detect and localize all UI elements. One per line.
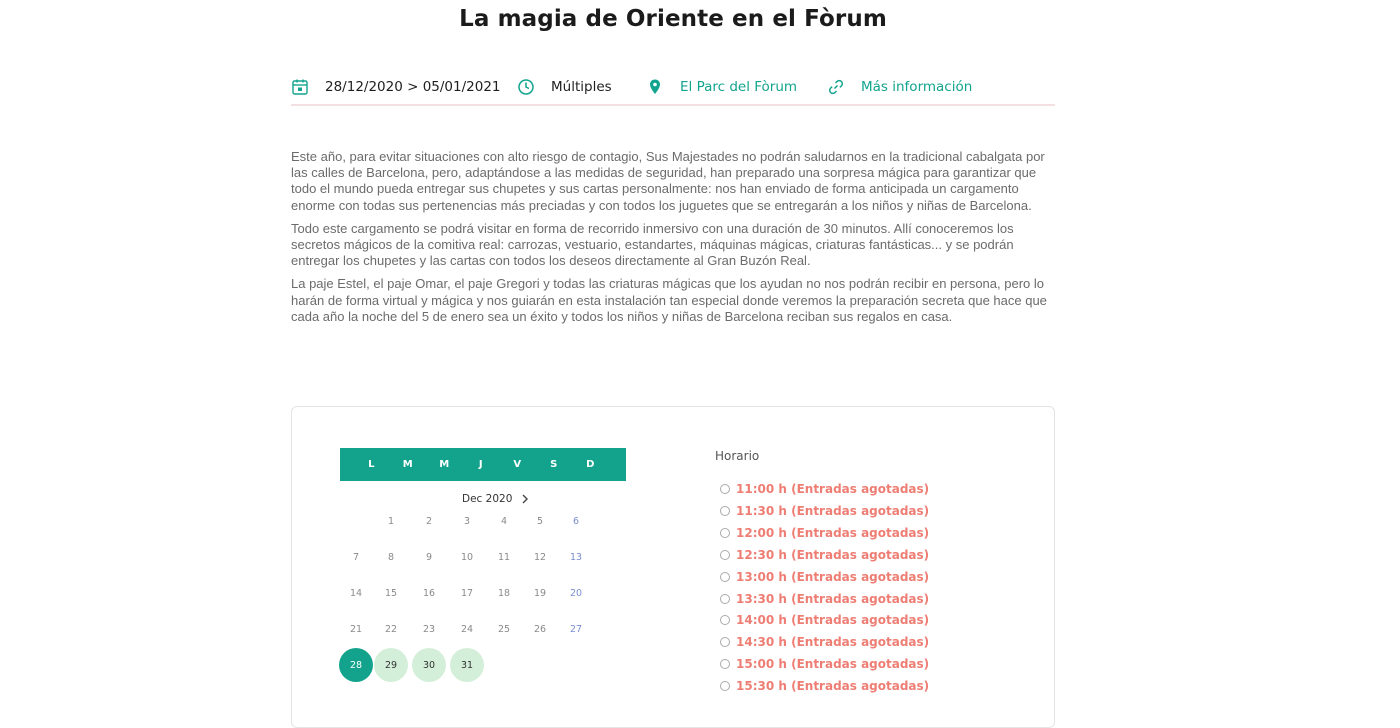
calendar-day: 9 bbox=[425, 551, 433, 563]
calendar-day: 8 bbox=[387, 551, 395, 563]
calendar-day: 2 bbox=[425, 515, 433, 527]
calendar-day[interactable]: 30 bbox=[412, 648, 446, 682]
calendar-day: 16 bbox=[422, 587, 436, 599]
weekday-label: J bbox=[478, 459, 483, 470]
calendar-day: 17 bbox=[460, 587, 474, 599]
calendar-day: 23 bbox=[422, 623, 436, 635]
calendar-day[interactable]: 31 bbox=[450, 648, 484, 682]
time-slot[interactable] bbox=[720, 502, 929, 520]
calendar-day: 22 bbox=[384, 623, 398, 635]
time-slot-radio[interactable] bbox=[720, 528, 730, 538]
meta-more-info[interactable] bbox=[827, 74, 972, 100]
event-description bbox=[291, 149, 1055, 332]
page-title: La magia de Oriente en el Fòrum bbox=[459, 6, 887, 32]
meta-dates bbox=[291, 74, 501, 100]
time-slot-label: 13:00 h (Entradas agotadas) bbox=[736, 569, 930, 584]
time-slot-label: 14:00 h (Entradas agotadas) bbox=[736, 613, 930, 628]
calendar-day: 24 bbox=[460, 623, 474, 635]
weekday-label: M bbox=[439, 459, 450, 470]
time-slot-radio[interactable] bbox=[720, 659, 730, 669]
time-slot-label: 12:30 h (Entradas agotadas) bbox=[736, 547, 930, 562]
time-slot[interactable] bbox=[720, 568, 929, 586]
time-slot[interactable] bbox=[720, 633, 929, 651]
time-slot[interactable] bbox=[720, 655, 929, 673]
time-slot[interactable] bbox=[720, 546, 929, 564]
month-label: Dec 2020 bbox=[462, 493, 513, 505]
time-slot-label: 15:00 h (Entradas agotadas) bbox=[736, 657, 930, 672]
calendar-day: 5 bbox=[536, 515, 544, 527]
time-slot[interactable] bbox=[720, 677, 929, 695]
time-slot-label: 11:00 h (Entradas agotadas) bbox=[736, 482, 930, 496]
weekday-label: L bbox=[368, 459, 375, 470]
calendar-day: 7 bbox=[352, 551, 360, 563]
booking-card bbox=[291, 406, 1055, 728]
horario-label: Horario bbox=[715, 449, 760, 463]
time-slot[interactable] bbox=[720, 590, 929, 608]
meta-more-info-link[interactable]: Más información bbox=[861, 79, 973, 95]
time-slot-radio[interactable] bbox=[720, 550, 730, 560]
calendar-day: 20 bbox=[569, 587, 583, 599]
weekday-label: V bbox=[513, 459, 522, 470]
meta-dates-text: 28/12/2020 > 05/01/2021 bbox=[325, 79, 501, 95]
event-meta-bar bbox=[291, 74, 1055, 106]
weekday-label: S bbox=[550, 459, 558, 470]
time-slot-radio[interactable] bbox=[720, 615, 730, 625]
calendar-day: 10 bbox=[460, 551, 474, 563]
meta-schedule bbox=[517, 74, 612, 100]
calendar-day: 15 bbox=[384, 587, 398, 599]
description-paragraph: Este año, para evitar situaciones con alto riesgo de contagio, Sus Majestades no podrán saludarnos en la tradicional cabalgata por las calles de Barcelona, pero, adaptándose a las medidas de seguridad, han preparado una sorpresa mágica para garantizar que todo el mundo pueda entregar sus chupetes y sus cartas personalmente: nos han enviado de forma anticipada un cargamento enorme con todas sus pertenencias más preciadas y con todos los juguetes que se entregarán a los niños y niñas de Barcelona. bbox=[291, 149, 1045, 213]
calendar-day: 1 bbox=[387, 515, 395, 527]
clock-icon bbox=[517, 78, 535, 96]
weekday-label: D bbox=[586, 459, 595, 470]
calendar-day: 25 bbox=[497, 623, 511, 635]
calendar-day: 18 bbox=[497, 587, 511, 599]
time-slot-label: 11:30 h (Entradas agotadas) bbox=[736, 503, 930, 518]
calendar-day: 11 bbox=[497, 551, 511, 563]
calendar-day: 4 bbox=[500, 515, 508, 527]
calendar-day: 3 bbox=[463, 515, 471, 527]
time-slot-label: 14:30 h (Entradas agotadas) bbox=[736, 635, 930, 650]
calendar-day[interactable]: 28 bbox=[339, 648, 373, 682]
link-icon bbox=[827, 78, 845, 96]
time-slot-label: 13:30 h (Entradas agotadas) bbox=[736, 591, 930, 606]
time-slot[interactable] bbox=[720, 611, 929, 629]
time-slot-radio[interactable] bbox=[720, 637, 730, 647]
calendar-day: 13 bbox=[569, 551, 583, 563]
location-pin-icon bbox=[646, 78, 664, 96]
weekday-label: M bbox=[402, 459, 413, 470]
calendar-day: 21 bbox=[349, 623, 363, 635]
chevron-right-icon[interactable] bbox=[521, 494, 529, 504]
description-paragraph: Todo este cargamento se podrá visitar en forma de recorrido inmersivo con una duración de 30 minutos. Allí conoceremos los secretos mágicos de la comitiva real: carrozas, vestuario, estandartes, máquinas mágicas, criaturas fantásticas... y se podrán entregar los chupetes y las cartas con todos los deseos directamente al Gran Buzón Real. bbox=[291, 220, 1014, 269]
description-paragraph: La paje Estel, el paje Omar, el paje Gregori y todas las criaturas mágicas que los ayudan no nos podrán recibir en persona, pero lo harán de forma virtual y mágica y nos guiarán en esta instalación tan especial donde veremos la preparación secreta que hace que cada año la noche del 5 de enero sea un éxito y todos los niños y niñas de Barcelona reciban sus regalos en casa. bbox=[291, 276, 1047, 324]
time-slot[interactable] bbox=[720, 524, 929, 542]
time-slot-label: 12:00 h (Entradas agotadas) bbox=[736, 525, 930, 540]
time-slot-radio[interactable] bbox=[720, 572, 730, 582]
meta-location[interactable] bbox=[646, 74, 797, 100]
calendar-day: 26 bbox=[533, 623, 547, 635]
calendar-day: 12 bbox=[533, 551, 547, 563]
calendar-icon bbox=[291, 78, 309, 96]
calendar-day: 6 bbox=[572, 515, 580, 527]
calendar-day: 19 bbox=[533, 587, 547, 599]
calendar-day[interactable]: 29 bbox=[374, 648, 408, 682]
time-slot[interactable] bbox=[720, 480, 929, 498]
time-slot-radio[interactable] bbox=[720, 506, 730, 516]
time-slot-radio[interactable] bbox=[720, 594, 730, 604]
time-slot-radio[interactable] bbox=[720, 681, 730, 691]
time-slot-radio[interactable] bbox=[720, 484, 730, 494]
meta-location-link[interactable]: El Parc del Fòrum bbox=[680, 79, 798, 95]
meta-schedule-text: Múltiples bbox=[551, 79, 612, 95]
time-slot-label: 15:30 h (Entradas agotadas) bbox=[736, 679, 930, 694]
calendar-day: 27 bbox=[569, 623, 583, 635]
calendar-weekday-header bbox=[340, 448, 626, 481]
calendar-month-nav bbox=[462, 493, 529, 505]
calendar-day: 14 bbox=[349, 587, 363, 599]
